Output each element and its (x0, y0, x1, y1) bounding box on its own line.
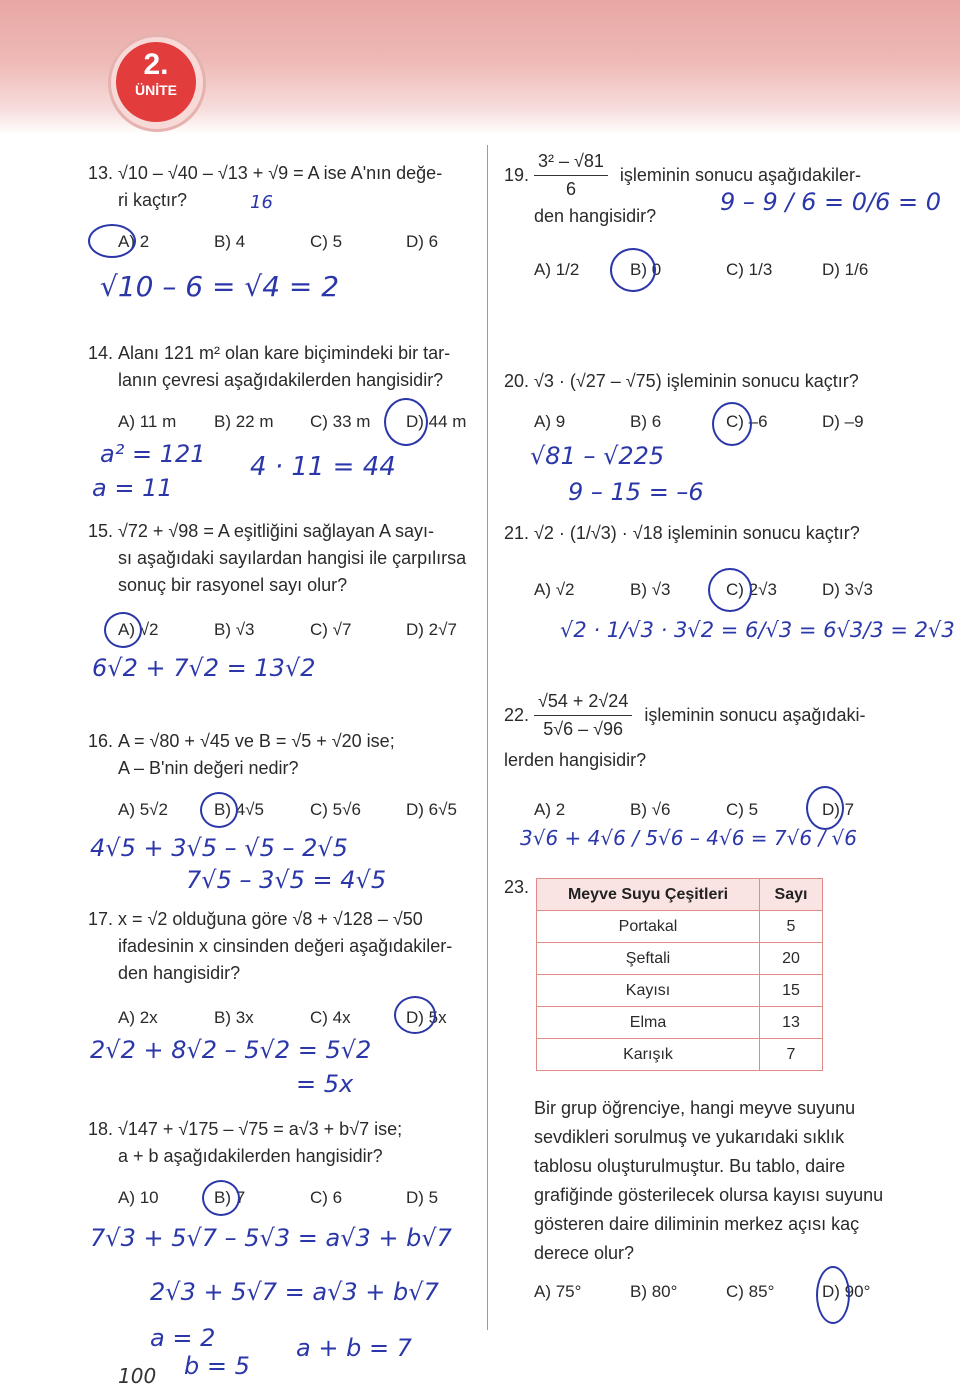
option-a[interactable]: A) 2 (118, 232, 150, 251)
question-number: 17. (88, 909, 114, 929)
table-cell: 5 (760, 911, 823, 943)
table-row (537, 1039, 823, 1071)
fraction (534, 688, 632, 743)
option-a[interactable]: A) 2x (118, 1008, 158, 1027)
question-18 (88, 1116, 478, 1170)
option-d[interactable]: D) 5x (406, 1008, 447, 1027)
question-21 (504, 520, 924, 547)
question-text: den hangisidir? (118, 963, 241, 983)
handwriting-q20-line2: 9 – 15 = –6 (568, 478, 704, 506)
question-number: 22. (504, 705, 530, 725)
handwriting-q16-line2: 7√5 – 3√5 = 4√5 (186, 866, 387, 894)
question-13 (88, 160, 478, 214)
answer-circle-20 (712, 402, 752, 446)
handwriting-q18-sum: a + b = 7 (296, 1334, 412, 1362)
question-number: 20. (504, 371, 530, 391)
table-cell: Şeftali (537, 943, 760, 975)
question-text: işleminin sonucu aşağıdakiler- (619, 165, 862, 185)
unit-label: ÜNİTE (135, 82, 177, 98)
fraction-denominator: 5√6 – √96 (543, 719, 624, 739)
answer-circle-22 (806, 786, 844, 830)
handwriting-q17-line1: 2√2 + 8√2 – 5√2 = 5√2 (90, 1036, 372, 1064)
option-d[interactable]: D) 5 (406, 1188, 439, 1207)
table-cell: Karışık (537, 1039, 760, 1071)
unit-badge (116, 42, 196, 122)
option-a[interactable]: A) 1/2 (534, 260, 580, 279)
handwriting-q21: √2 · 1/√3 · 3√2 = 6/√3 = 6√3/3 = 2√3 (560, 618, 955, 642)
table-cell: 7 (760, 1039, 823, 1071)
option-c[interactable]: C) 5√6 (310, 800, 361, 819)
question-text: sı aşağıdaki sayılardan hangisi ile çarpılırsa (118, 548, 467, 568)
table-cell: 20 (760, 943, 823, 975)
option-c[interactable]: C) –6 (726, 412, 768, 431)
handwriting-q19: 9 – 9 / 6 = 0/6 = 0 (720, 188, 942, 216)
question-text: √10 – √40 – √13 + √9 = A ise A'nın değe- (118, 163, 443, 183)
question-17 (88, 906, 478, 987)
option-b[interactable]: B) 3x (214, 1008, 254, 1027)
option-d[interactable]: D) 6 (406, 232, 439, 251)
question-text: √147 + √175 – √75 = a√3 + b√7 ise; (118, 1119, 403, 1139)
option-a[interactable]: A) 75° (534, 1282, 582, 1301)
handwriting-q14-a: a = 11 (92, 474, 173, 502)
question-text: √3 · (√27 – √75) işleminin sonucu kaçtır? (534, 371, 859, 391)
question-text: Alanı 121 m² olan kare biçimindeki bir tar- (118, 343, 451, 363)
option-c[interactable]: C) 5 (726, 800, 759, 819)
fraction-numerator: 3² – √81 (534, 148, 608, 176)
option-c[interactable]: C) 6 (310, 1188, 343, 1207)
option-c[interactable]: C) 33 m (310, 412, 371, 431)
table-cell: 15 (760, 975, 823, 1007)
option-a[interactable]: A) 11 m (118, 412, 177, 431)
option-b[interactable]: B) 22 m (214, 412, 274, 431)
handwriting-q18-a: a = 2 (150, 1324, 216, 1352)
option-d[interactable]: D) 44 m (406, 412, 467, 431)
question-text: √2 · (1/√3) · √18 işleminin sonucu kaçtır? (534, 523, 860, 543)
handwriting-q15: 6√2 + 7√2 = 13√2 (92, 654, 316, 682)
question-number: 21. (504, 523, 530, 543)
fraction-denominator: 6 (565, 179, 576, 199)
question-22 (504, 688, 924, 774)
option-b[interactable]: B) 7 (214, 1188, 246, 1207)
question-text: √72 + √98 = A eşitliğini sağlayan A sayı- (118, 521, 434, 541)
handwriting-q17-line2: = 5x (296, 1070, 354, 1098)
option-a[interactable]: A) 5√2 (118, 800, 168, 819)
question-15 (88, 518, 478, 599)
option-d[interactable]: D) 90° (822, 1282, 871, 1301)
question-20 (504, 368, 924, 395)
question-23-text: Bir grup öğrenciye, hangi meyve suyunu sevdikleri sorulmuş ve yukarıdaki sıklık tablosu oluşturulmuştur. Bu tablo, daire grafiğinde gösterilecek olursa kayısı suyunu gösteren daire diliminin merkez açısı kaç derece olur? (534, 1098, 884, 1263)
table-header-row (537, 879, 823, 911)
option-b[interactable]: B) 80° (630, 1282, 678, 1301)
question-text: lerden hangisidir? (504, 750, 647, 770)
option-d[interactable]: D) 3√3 (822, 580, 873, 599)
question-number: 13. (88, 163, 114, 183)
table-header: Meyve Suyu Çeşitleri (537, 879, 760, 911)
option-b[interactable]: B) 4√5 (214, 800, 264, 819)
table-row (537, 1007, 823, 1039)
option-d[interactable]: D) 7 (822, 800, 855, 819)
fraction (534, 148, 608, 203)
question-23 (504, 874, 534, 901)
table-row (537, 975, 823, 1007)
option-c[interactable]: C) 85° (726, 1282, 775, 1301)
table-cell: 13 (760, 1007, 823, 1039)
handwriting-q13: √10 – 6 = √4 = 2 (100, 270, 340, 303)
column-divider (487, 145, 488, 1330)
answer-circle-17 (394, 996, 436, 1034)
page-number: 100 (118, 1364, 157, 1388)
option-b[interactable]: B) √3 (630, 580, 671, 599)
option-c[interactable]: C) 5 (310, 232, 343, 251)
question-number: 23. (504, 877, 530, 897)
question-text: A – B'nin değeri nedir? (118, 758, 299, 778)
option-d[interactable]: D) 2√7 (406, 620, 457, 639)
option-b[interactable]: B) 0 (630, 260, 662, 279)
option-d[interactable]: D) 6√5 (406, 800, 457, 819)
question-16 (88, 728, 478, 782)
question-number: 15. (88, 521, 114, 541)
question-number: 18. (88, 1119, 114, 1139)
question-text: A = √80 + √45 ve B = √5 + √20 ise; (118, 731, 395, 751)
option-b[interactable]: B) 4 (214, 232, 246, 251)
question-text: den hangisidir? (534, 206, 657, 226)
question-text: x = √2 olduğuna göre √8 + √128 – √50 (118, 909, 423, 929)
handwriting-q14-a2: a² = 121 (100, 440, 206, 468)
option-a[interactable]: A) 9 (534, 412, 566, 431)
question-text: işleminin sonucu aşağıdaki- (644, 705, 866, 725)
handwriting-q16-line1: 4√5 + 3√5 – √5 – 2√5 (90, 834, 348, 862)
handwriting-q22: 3√6 + 4√6 / 5√6 – 4√6 = 7√6 / √6 (520, 826, 858, 850)
option-b[interactable]: B) √6 (630, 800, 671, 819)
option-b[interactable]: B) √3 (214, 620, 255, 639)
table-header: Sayı (760, 879, 823, 911)
fraction-numerator: √54 + 2√24 (534, 688, 632, 716)
option-c[interactable]: C) 1/3 (726, 260, 773, 279)
question-text: a + b aşağıdakilerden hangisidir? (118, 1146, 383, 1166)
unit-number: 2. (143, 48, 169, 81)
option-b[interactable]: B) 6 (630, 412, 662, 431)
table-row (537, 911, 823, 943)
table-row (537, 943, 823, 975)
option-a[interactable]: A) √2 (534, 580, 575, 599)
option-c[interactable]: C) √7 (310, 620, 352, 639)
option-d[interactable]: D) –9 (822, 412, 864, 431)
handwriting-q18-line1: 7√3 + 5√7 – 5√3 = a√3 + b√7 (90, 1224, 452, 1252)
option-d[interactable]: D) 1/6 (822, 260, 869, 279)
answer-circle-18 (202, 1180, 240, 1216)
table-cell: Elma (537, 1007, 760, 1039)
frequency-table (536, 878, 823, 1071)
handwriting-q20-line1: √81 – √225 (530, 442, 665, 470)
question-text: sonuç bir rasyonel sayı olur? (118, 575, 348, 595)
option-a[interactable]: A) √2 (118, 620, 159, 639)
option-c[interactable]: C) 4x (310, 1008, 351, 1027)
answer-circle-16 (200, 792, 238, 828)
handwriting-q14-perimeter: 4 · 11 = 44 (250, 452, 396, 482)
answer-circle-23 (816, 1266, 850, 1324)
option-a[interactable]: A) 10 (118, 1188, 159, 1207)
answer-circle-19 (610, 248, 656, 292)
table-cell: Kayısı (537, 975, 760, 1007)
question-number: 19. (504, 165, 530, 185)
question-number: 16. (88, 731, 114, 751)
handwriting-q13-note: 16 (250, 192, 273, 213)
question-text: ifadesinin x cinsinden değeri aşağıdakiler- (118, 936, 453, 956)
option-a[interactable]: A) 2 (534, 800, 566, 819)
answer-circle-15 (104, 612, 142, 648)
answer-circle-13 (88, 224, 136, 258)
question-14 (88, 340, 478, 394)
question-text: lanın çevresi aşağıdakilerden hangisidir? (118, 370, 444, 390)
handwriting-q18-b: b = 5 (184, 1352, 250, 1380)
answer-circle-14 (384, 398, 428, 446)
question-text: ri kaçtır? (118, 190, 188, 210)
option-c[interactable]: C) 2√3 (726, 580, 777, 599)
answer-circle-21 (708, 568, 752, 612)
table-cell: Portakal (537, 911, 760, 943)
question-number: 14. (88, 343, 114, 363)
handwriting-q18-line2: 2√3 + 5√7 = a√3 + b√7 (150, 1278, 439, 1306)
